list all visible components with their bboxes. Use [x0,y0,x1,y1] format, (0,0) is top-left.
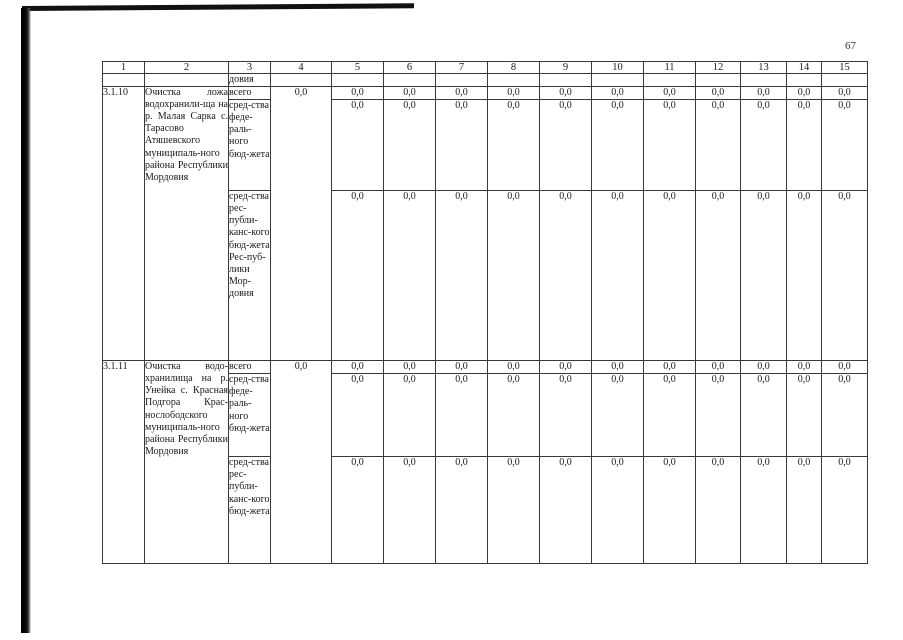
funding-source: сред-ства феде-раль-ного бюд-жета [229,374,271,457]
value-cell: 0,0 [384,191,436,361]
value-cell: 0,0 [332,457,384,564]
value-cell: 0,0 [540,374,592,457]
table-row [103,361,868,374]
table-row [103,87,868,100]
column-header-2: 2 [145,62,229,74]
funding-source: всего [229,361,271,374]
column-header-4: 4 [271,62,332,74]
value-cell: 0,0 [488,361,540,374]
value-cell: 0,0 [488,100,540,191]
column-header-5: 5 [332,62,384,74]
value-cell: 0,0 [822,100,868,191]
empty-cell [436,74,488,87]
value-cell: 0,0 [644,100,696,191]
value-cell: 0,0 [787,100,822,191]
column-header-1: 1 [103,62,145,74]
value-cell: 0,0 [644,87,696,100]
value-cell: 0,0 [741,87,787,100]
value-cell: 0,0 [384,457,436,564]
empty-cell [741,74,787,87]
value-cell: 0,0 [787,361,822,374]
value-cell: 0,0 [488,457,540,564]
empty-cell [332,74,384,87]
value-cell: 0,0 [332,87,384,100]
empty-cell [145,74,229,87]
empty-cell [592,74,644,87]
empty-cell [103,74,145,87]
value-cell: 0,0 [822,374,868,457]
value-cell: 0,0 [787,191,822,361]
value-cell: 0,0 [822,457,868,564]
value-cell: 0,0 [592,457,644,564]
value-cell: 0,0 [741,374,787,457]
value-cell: 0,0 [696,87,741,100]
scan-edge-left [21,8,31,633]
value-cell: 0,0 [436,191,488,361]
value-cell: 0,0 [332,361,384,374]
value-cell: 0,0 [540,191,592,361]
value-cell: 0,0 [644,191,696,361]
carry-over-source: довия [229,74,271,87]
row-name: Очистка ложа водохранили-ща на р. Малая Сарка с. Тарасово Атяшевского муниципаль-ного района Республики Мордовия [145,87,229,361]
row-code: 3.1.10 [103,87,145,361]
value-cell: 0,0 [696,361,741,374]
value-cell: 0,0 [787,87,822,100]
value-cell: 0,0 [384,87,436,100]
value-cell: 0,0 [592,87,644,100]
value-cell: 0,0 [787,374,822,457]
value-cell: 0,0 [592,374,644,457]
row-code: 3.1.11 [103,361,145,564]
value-cell: 0,0 [540,361,592,374]
scan-edge-top [22,3,414,11]
value-cell: 0,0 [436,87,488,100]
column-header-7: 7 [436,62,488,74]
value-cell: 0,0 [592,191,644,361]
column-header-13: 13 [741,62,787,74]
column-header-14: 14 [787,62,822,74]
row-name: Очистка водо-хранилища на р. Унейка с. Красная Подгора Крас-нослободского муниципаль-ного района Республики Мордовия [145,361,229,564]
empty-cell [696,74,741,87]
value-cell: 0,0 [741,100,787,191]
value-cell: 0,0 [488,374,540,457]
value-cell: 0,0 [696,191,741,361]
empty-cell [787,74,822,87]
value-cell: 0,0 [332,191,384,361]
empty-cell [822,74,868,87]
value-cell: 0,0 [540,100,592,191]
empty-cell [488,74,540,87]
value-cell: 0,0 [332,100,384,191]
value-cell: 0,0 [592,361,644,374]
value-cell: 0,0 [436,457,488,564]
column-header-6: 6 [384,62,436,74]
value-cell: 0,0 [644,361,696,374]
empty-cell [540,74,592,87]
funding-source: сред-ства феде-раль-ного бюд-жета [229,100,271,191]
value-cell: 0,0 [384,100,436,191]
value-cell: 0,0 [822,361,868,374]
value-cell: 0,0 [540,87,592,100]
column-header-8: 8 [488,62,540,74]
empty-cell [384,74,436,87]
value-cell: 0,0 [436,361,488,374]
value-cell: 0,0 [696,374,741,457]
value-cell: 0,0 [822,87,868,100]
value-cell: 0,0 [741,457,787,564]
value-cell: 0,0 [822,191,868,361]
funding-source: всего [229,87,271,100]
budget-table [102,61,868,564]
header-row [103,62,868,74]
funding-source: сред-ства рес-публи-канс-кого бюд-жета Рес-пуб-лики Мор-довия [229,191,271,361]
value-cell: 0,0 [384,361,436,374]
empty-cell [644,74,696,87]
page-number: 67 [845,40,856,52]
value-cell: 0,0 [488,191,540,361]
value-cell: 0,0 [436,374,488,457]
value-cell: 0,0 [644,457,696,564]
column-header-12: 12 [696,62,741,74]
value-cell: 0,0 [696,457,741,564]
value-cell: 0,0 [436,100,488,191]
column-header-15: 15 [822,62,868,74]
value-cell: 0,0 [787,457,822,564]
value-cell: 0,0 [488,87,540,100]
carry-over-row [103,74,868,87]
value-cell: 0,0 [644,374,696,457]
column-header-11: 11 [644,62,696,74]
row-total-col4: 0,0 [271,361,332,564]
value-cell: 0,0 [540,457,592,564]
column-header-9: 9 [540,62,592,74]
column-header-3: 3 [229,62,271,74]
value-cell: 0,0 [696,100,741,191]
value-cell: 0,0 [384,374,436,457]
row-total-col4: 0,0 [271,87,332,361]
value-cell: 0,0 [741,361,787,374]
value-cell: 0,0 [332,374,384,457]
column-header-10: 10 [592,62,644,74]
funding-source: сред-ства рес-публи-канс-кого бюд-жета [229,457,271,564]
value-cell: 0,0 [741,191,787,361]
empty-cell [271,74,332,87]
value-cell: 0,0 [592,100,644,191]
